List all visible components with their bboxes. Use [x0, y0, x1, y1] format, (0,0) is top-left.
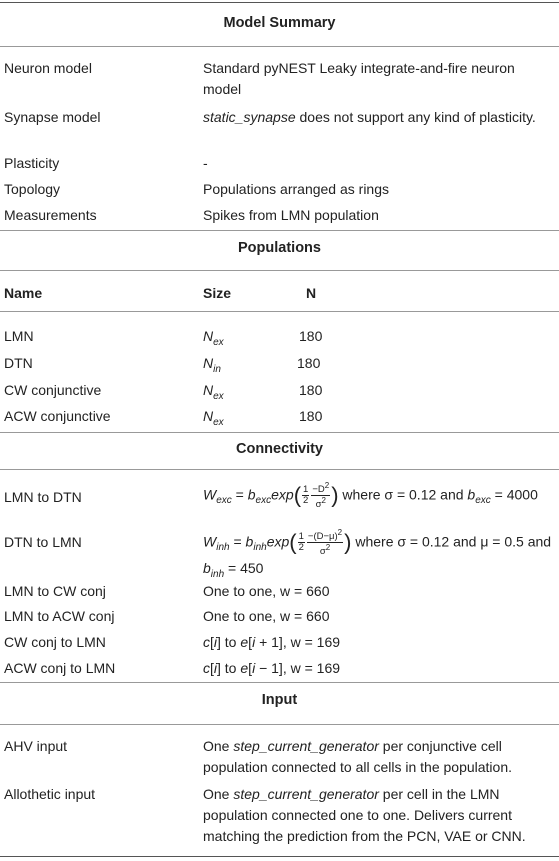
row-value: Standard pyNEST Leaky integrate-and-fire neuron model — [203, 60, 515, 97]
col-header-n: N — [306, 285, 317, 301]
row-value: - — [203, 155, 208, 171]
pop-name: ACW conjunctive — [4, 408, 111, 424]
section-title-input: Input — [261, 692, 298, 708]
rule — [0, 2, 559, 3]
row-label: Topology — [4, 181, 61, 197]
row-label: Synapse model — [4, 109, 101, 125]
row-label: Neuron model — [4, 60, 92, 76]
conn-value: c[i] to e[i + 1], w = 169 — [203, 634, 341, 650]
pop-name: CW conjunctive — [4, 382, 102, 398]
rule — [0, 311, 559, 312]
conn-label: LMN to CW conj — [4, 583, 106, 599]
conn-label: DTN to LMN — [4, 534, 82, 550]
pop-n: 180 — [297, 355, 321, 371]
section-title-model-summary: Model Summary — [223, 15, 336, 31]
pop-name: LMN — [4, 328, 34, 344]
pop-size: $N_{ex}$ — [203, 382, 224, 402]
synapse-name: static_synapse — [203, 109, 296, 125]
col-header-size: Size — [203, 285, 232, 301]
pop-n: 180 — [299, 408, 323, 424]
conn-value: c[i] to e[i − 1], w = 169 — [203, 660, 341, 676]
rule — [0, 432, 559, 433]
row-value — [203, 107, 555, 128]
rule — [0, 230, 559, 231]
pop-size: $N_{ex}$ — [203, 328, 224, 348]
row-value: Spikes from LMN population — [203, 207, 379, 223]
rule — [0, 270, 559, 271]
rule — [0, 682, 559, 683]
input-label: Allothetic input — [4, 786, 96, 802]
row-label: Measurements — [4, 207, 97, 223]
col-header-name: Name — [4, 285, 43, 301]
section-title-connectivity: Connectivity — [235, 441, 323, 457]
synapse-desc: does not support any kind of plasticity. — [295, 109, 536, 125]
section-title-populations: Populations — [238, 240, 321, 256]
rule — [0, 469, 559, 470]
row-value: Populations arranged as rings — [203, 181, 390, 197]
rule — [0, 856, 559, 857]
conn-label: CW conj to LMN — [4, 634, 106, 650]
rule — [0, 46, 559, 47]
conn-value: One to one, w = 660 — [203, 608, 330, 624]
pop-n: 180 — [299, 382, 323, 398]
conn-label: ACW conj to LMN — [4, 660, 116, 676]
pop-size: $N_{ex}$ — [203, 408, 224, 428]
input-label: AHV input — [4, 738, 68, 754]
row-label: Plasticity — [4, 155, 60, 171]
pop-n: 180 — [299, 328, 323, 344]
conn-label: LMN to ACW conj — [4, 608, 115, 624]
inh-formula: $W_{inh} = b_{inh}\exp$( $\frac{1}{2}$ $\frac{-(D-\mu)^2}{\sigma^2}$ ) where σ = 0.12 and μ = 0.5 and $b_{inh} = 450$ — [203, 528, 552, 580]
input-value: One step_current_generator per conjunctive cell population connected to all cells in the population. — [203, 738, 512, 775]
exc-formula: $W_{exc} = b_{exc}\exp$( $\frac{1}{2}$ $\frac{-D^2}{\sigma^2}$ ) where σ = 0.12 and $b_{exc} = 4000$ — [203, 481, 538, 511]
conn-label: LMN to DTN — [4, 489, 82, 505]
pop-name: DTN — [4, 355, 33, 371]
input-value: One step_current_generator per cell in the LMN population connected one to one. Delivers current matching the prediction from the PCN, VAE or CNN. — [203, 786, 526, 844]
pop-size: $N_{in}$ — [203, 355, 221, 375]
rule — [0, 724, 559, 725]
conn-value: One to one, w = 660 — [203, 583, 330, 599]
